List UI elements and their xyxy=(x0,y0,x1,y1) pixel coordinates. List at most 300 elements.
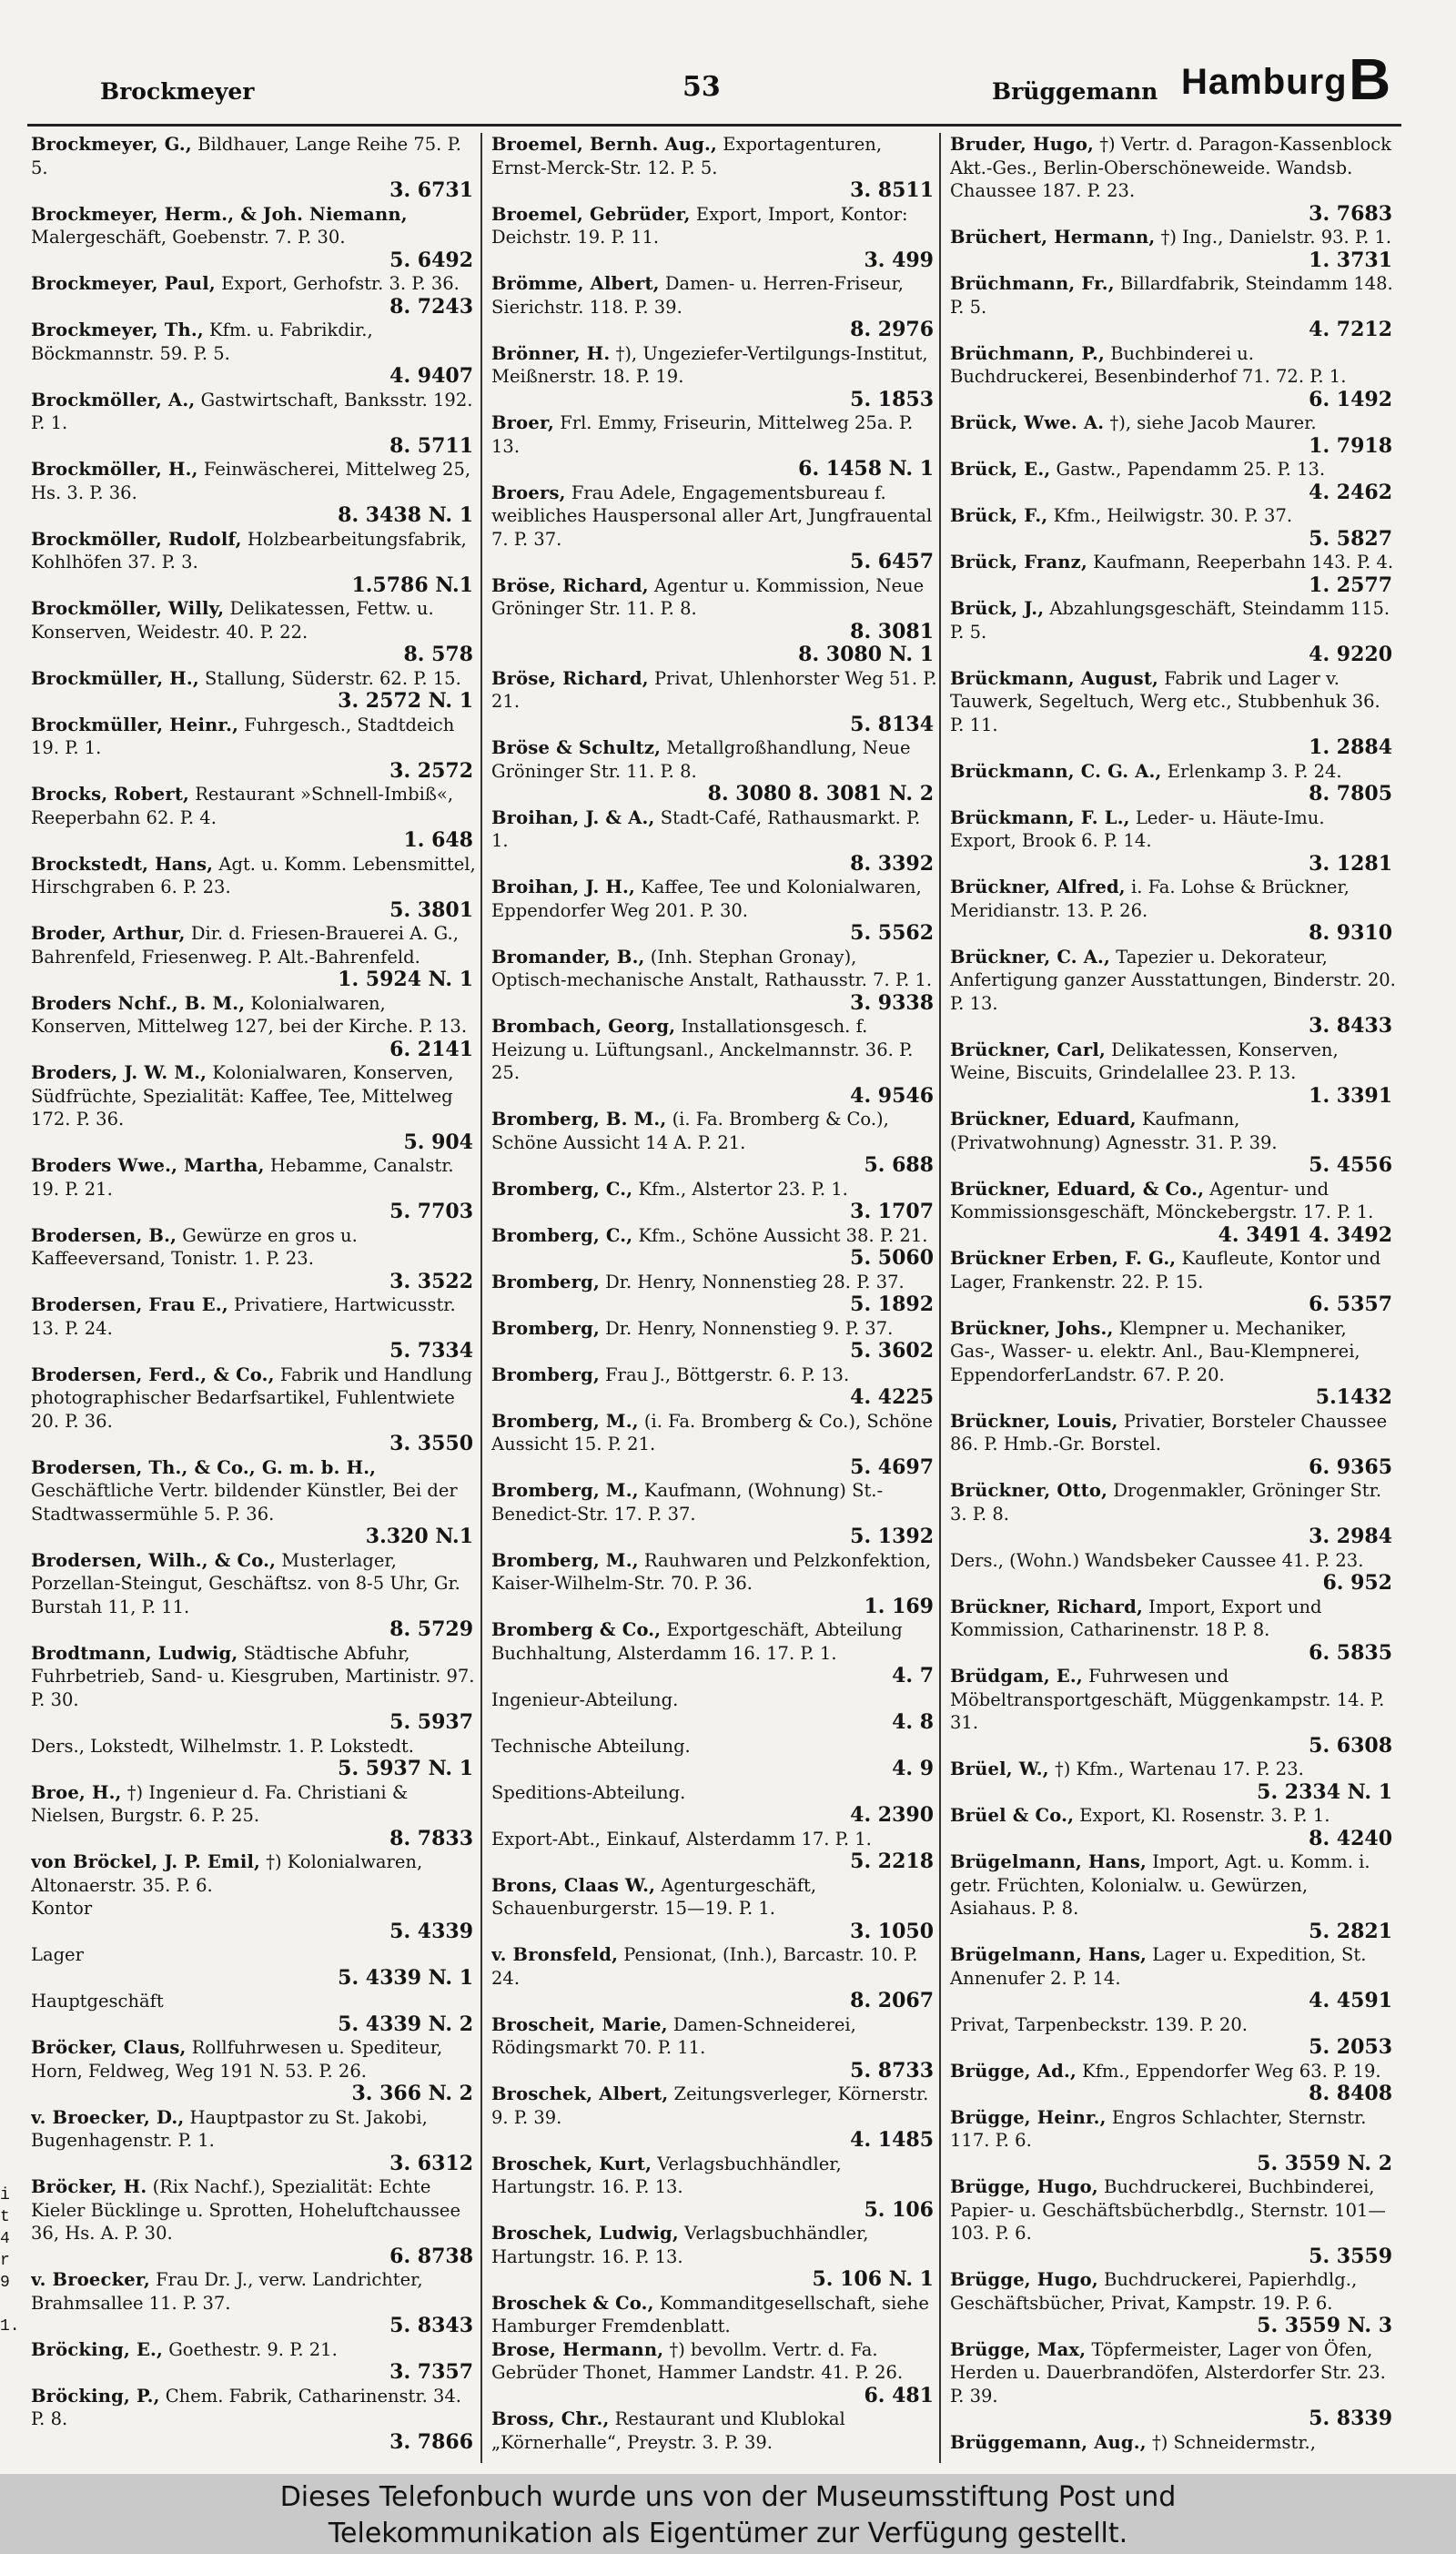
phone-number: 3. 366 N. 2 xyxy=(351,2082,473,2105)
entry-name: Brockstedt, Hans, xyxy=(31,853,214,875)
phone-number: 3. 7683 xyxy=(1309,201,1392,226)
entry-details: Fabrik und Lager v. Tauwerk, Segeltuch, Werg etc., Stubbenhuk 36. P. 11. xyxy=(950,667,1380,735)
entry-name: Brüdgam, E., xyxy=(950,1666,1083,1687)
entry-details: Privatier, Borsteler Chaussee 86. P. Hmb.-Gr. Borstel. xyxy=(950,1410,1388,1454)
entry-name: Bromberg, C., xyxy=(491,1178,633,1200)
directory-entry xyxy=(31,272,477,319)
entry-name: Broders Wwe., Martha, xyxy=(31,1155,265,1176)
phone-number: 3. 1707 xyxy=(850,1200,934,1223)
phone-number: 5. 8339 xyxy=(1309,2407,1392,2430)
phone-number: 5. 8134 xyxy=(850,712,934,736)
entry-details: Feinwäscherei, Mittelweg 25, Hs. 3. P. 36. xyxy=(31,459,471,503)
entry-name: Brückner, Eduard, & Co., xyxy=(950,1178,1205,1200)
phone-number: 5. 4339 N. 1 xyxy=(338,1965,473,1990)
entry-details: Kfm., Heilwigstr. 30. P. 37. xyxy=(1053,505,1293,526)
phone-number xyxy=(850,2453,934,2454)
entry-details: Frau Dr. J., verw. Landrichter, Brahmsallee 11. P. 37. xyxy=(31,2269,423,2314)
entry-details: Delikatessen, Konserven, Weine, Biscuits, Grindelallee 23. P. 13. xyxy=(950,1039,1339,1083)
directory-entry xyxy=(491,667,937,737)
phone-number: 1. 648 xyxy=(403,828,473,852)
edge-mark xyxy=(0,2294,13,2316)
phone-number: 8. 4240 xyxy=(1309,1826,1392,1850)
entry-details: Drogenmakler, Gröninger Str. 3. P. 8. xyxy=(950,1480,1382,1525)
entry-name: Brückner, Carl, xyxy=(950,1039,1106,1060)
entry-name: v. Broecker, xyxy=(31,2269,150,2290)
phone-number: 4. 2462 xyxy=(1309,480,1392,504)
entry-name: Bromberg, xyxy=(491,1317,600,1339)
phone-number: 4. 1485 xyxy=(850,2128,934,2152)
phone-number: 6. 481 xyxy=(864,2383,934,2407)
entry-details: †) Ingenieur d. Fa. Christiani & Nielsen, Burgstr. 6. P. 25. xyxy=(31,1781,409,1826)
phone-number: 8. 5711 xyxy=(389,433,473,458)
entry-name: Broders Nchf., B. M., xyxy=(31,992,246,1014)
entry-details: Export, Import, Kontor: Deichstr. 19. P. 11. xyxy=(491,203,908,248)
phone-number: 5. 3559 N. 3 xyxy=(1257,2314,1392,2337)
phone-number: 5. 5937 xyxy=(389,1710,473,1734)
directory-entry xyxy=(31,319,477,389)
entry-name: Bromander, B., xyxy=(491,946,645,968)
page-number: 53 xyxy=(682,71,721,103)
phone-number: 3. 6312 xyxy=(389,2151,473,2175)
footer-line-1: Dieses Telefonbuch wurde uns von der Museumsstiftung Post und xyxy=(279,2481,1177,2513)
entry-name: Brück, E., xyxy=(950,459,1051,480)
entry-details: Stallung, Süderstr. 62. P. 15. xyxy=(205,667,461,689)
entry-name: Brückner, Otto, xyxy=(950,1480,1108,1501)
phone-number: 1. 7918 xyxy=(1309,433,1392,458)
entry-name: Broschek, Kurt, xyxy=(491,2153,652,2174)
directory-entry xyxy=(950,946,1396,1039)
entry-name: Bröse & Schultz, xyxy=(491,737,662,758)
entry-details: Installationsgesch. f. Heizung u. Lüftungsanl., Anckelmannstr. 36. P. 25. xyxy=(491,1016,914,1083)
phone-number: 3. 8511 xyxy=(850,178,934,202)
entry-name: Broemel, Bernh. Aug., xyxy=(491,134,718,155)
entry-details: Frau Adele, Engagementsbureau f. weibliches Hauspersonal aller Art, Jungfrauental 7. P. 37. xyxy=(491,481,933,550)
entry-details: Buchdruckerei, Papierhdlg., Geschäftsbücher, Privat, Kampstr. 19. P. 6. xyxy=(950,2269,1358,2314)
directory-entry xyxy=(950,2268,1396,2338)
column-3 xyxy=(950,133,1396,2454)
entry-name: Brügelmann, Hans, xyxy=(950,1944,1147,1965)
directory-entry xyxy=(950,1108,1396,1178)
directory-entry xyxy=(31,1850,477,1897)
entry-name: Broschek & Co., xyxy=(491,2292,654,2314)
phone-number: 6. 8738 xyxy=(389,2244,473,2268)
directory-entry xyxy=(31,1943,477,1990)
entry-details: Damen- u. Herren-Friseur, Sierichstr. 118. P. 39. xyxy=(491,273,904,318)
directory-entry xyxy=(950,2175,1396,2268)
directory-entry xyxy=(491,2083,937,2153)
phone-number: 6. 952 xyxy=(1322,1571,1392,1595)
phone-number: 6. 5835 xyxy=(1309,1640,1392,1665)
phone-number: 5. 1853 xyxy=(850,387,934,411)
edge-mark: 4 xyxy=(0,2230,10,2248)
phone-number: 5. 7703 xyxy=(389,1200,473,1223)
directory-entry xyxy=(950,760,1396,806)
directory-entry xyxy=(31,1224,477,1294)
entry-details: Klempner u. Mechaniker, Gas-, Wasser- u. elektr. Anl., Bau-Klempnerei, EppendorferLandstr. 67. P. 20. xyxy=(950,1317,1360,1385)
phone-number: 5. 5060 xyxy=(850,1246,934,1270)
entry-details: Technische Abteilung. xyxy=(491,1735,691,1757)
phone-number: 8. 8408 xyxy=(1309,2082,1392,2105)
entry-name: Brockmöller, Willy, xyxy=(31,598,225,619)
entry-name: Bröcking, E., xyxy=(31,2338,163,2360)
phone-number: 1. 3391 xyxy=(1309,1083,1392,1108)
entry-details: Leder- u. Häute-Imu. Export, Brook 6. P. 14. xyxy=(950,806,1325,851)
entry-name: Brüel & Co., xyxy=(950,1805,1075,1826)
entry-details: (Inh. Stephan Gronay), Optisch-mechanische Anstalt, Rathausstr. 7. P. 1. xyxy=(491,946,933,990)
entry-details: Töpfermeister, Lager von Öfen, Herden u. Dauerbrandöfen, Alsterdorfer Str. 23. P. 39. xyxy=(950,2338,1386,2407)
directory-entry xyxy=(31,714,477,784)
phone-number: 6. 9365 xyxy=(1309,1454,1392,1479)
entry-details: Ders., (Wohn.) Wandsbeker Caussee 41. P. 23. xyxy=(950,1549,1364,1571)
directory-entry xyxy=(31,853,477,923)
entry-name: Brügelmann, Hans, xyxy=(950,1851,1147,1872)
phone-number: 4. 9220 xyxy=(1309,643,1392,666)
entry-name: von Bröckel, J. P. Emil, xyxy=(31,1851,261,1872)
entry-details: Hauptpastor zu St. Jakobi, Bugenhagenstr. P. 1. xyxy=(31,2106,428,2151)
entry-details: Lager xyxy=(31,1944,84,1965)
entry-details: Musterlager, Porzellan-Steingut, Geschäftsz. von 8-5 Uhr, Gr. Burstah 11, P. 11. xyxy=(31,1549,460,1617)
entry-name: Bröcker, Claus, xyxy=(31,2037,187,2058)
phone-number: 5. 106 xyxy=(864,2197,934,2222)
entry-details: Verlagsbuchhändler, Hartungstr. 16. P. 13. xyxy=(491,2223,869,2267)
directory-entry xyxy=(491,946,937,1016)
directory-entry xyxy=(491,2222,937,2292)
entry-name: Broscheit, Marie, xyxy=(491,2013,668,2035)
phone-number: 8. 2067 xyxy=(850,1989,934,2012)
directory-entry xyxy=(950,2060,1396,2106)
directory-entry xyxy=(491,1874,937,1944)
entry-name: Brückner, Louis, xyxy=(950,1410,1118,1432)
phone-number: 5. 4556 xyxy=(1309,1153,1392,1177)
entry-name: Broemel, Gebrüder, xyxy=(491,203,691,225)
edge-mark: i xyxy=(0,2186,10,2204)
entry-details: Agenturgeschäft, Schauenburgerstr. 15—19. P. 1. xyxy=(491,1874,817,1919)
entry-details: Rauhwaren und Pelzkonfektion, Kaiser-Wilhelm-Str. 70. P. 36. xyxy=(491,1549,932,1594)
directory-entry xyxy=(491,574,937,667)
phone-number: 5. 3801 xyxy=(389,897,473,922)
entry-details: Hauptgeschäft xyxy=(31,1991,164,2012)
directory-entry xyxy=(950,1247,1396,1317)
phone-number: 5. 6457 xyxy=(850,550,934,573)
entry-name: Broihan, J. & A., xyxy=(491,806,655,828)
footer-line-2: Telekommunikation als Eigentümer zur Verfügung gestellt. xyxy=(328,2518,1128,2549)
directory-entry xyxy=(491,1943,937,2013)
entry-details: Dir. d. Friesen-Brauerei A. G., Bahrenfeld, Friesenweg. P. Alt.-Bahrenfeld. xyxy=(31,923,459,968)
directory-entry xyxy=(31,2106,477,2176)
directory-entry xyxy=(950,2106,1396,2176)
phone-number: 5. 4697 xyxy=(850,1454,934,1479)
phone-number: 6. 2141 xyxy=(389,1037,473,1061)
entry-details: Engros Schlachter, Sternstr. 117. P. 6. xyxy=(950,2106,1367,2151)
entry-name: Brockmeyer, Paul, xyxy=(31,273,216,294)
directory-entry xyxy=(491,2013,937,2083)
entry-name: Bromberg, M., xyxy=(491,1480,639,1501)
entry-details: Privatiere, Hartwicusstr. 13. P. 24. xyxy=(31,1294,456,1339)
entry-name: Bromberg, M., xyxy=(491,1410,639,1432)
phone-number: 4. 9 xyxy=(892,1757,934,1780)
directory-entry xyxy=(491,1015,937,1108)
phone-number: 5. 106 N. 1 xyxy=(812,2267,934,2291)
directory-entry xyxy=(491,1828,937,1874)
directory-entry xyxy=(491,1178,937,1224)
directory-entry xyxy=(31,992,477,1062)
directory-entry xyxy=(950,342,1396,412)
entry-name: Brüel, W., xyxy=(950,1758,1049,1779)
entry-name: Brockmeyer, Th., xyxy=(31,319,204,340)
directory-entry xyxy=(950,1850,1396,1943)
phone-number: 3.320 N.1 xyxy=(365,1525,473,1548)
phone-number: 3. 2572 xyxy=(389,758,473,783)
entry-details: †) Schneidermstr., xyxy=(1151,2431,1316,2453)
phone-number: 4. 9407 xyxy=(389,364,473,388)
directory-entry xyxy=(950,504,1396,551)
entry-details: (i. Fa. Bromberg & Co.), Schöne Aussicht 14 A. P. 21. xyxy=(491,1109,889,1153)
directory-entry xyxy=(491,1108,937,1178)
phone-number: 5. 6308 xyxy=(1309,1733,1392,1758)
directory-entry xyxy=(491,1224,937,1271)
entry-details: Delikatessen, Fettw. u. Konserven, Weidestr. 40. P. 22. xyxy=(31,598,434,643)
entry-details: Frau J., Böttgerstr. 6. P. 13. xyxy=(605,1363,850,1385)
directory-entry xyxy=(31,1549,477,1642)
directory-entry xyxy=(31,2385,477,2455)
entry-name: Brömme, Albert, xyxy=(491,273,660,294)
footer-notice xyxy=(0,2474,1456,2554)
entry-name: Brückner, C. A., xyxy=(950,946,1110,968)
directory-entry xyxy=(950,272,1396,342)
entry-name: Brügge, Ad., xyxy=(950,2060,1077,2082)
phone-number: 8. 3392 xyxy=(850,851,934,876)
phone-number: 8. 3438 N. 1 xyxy=(338,503,473,527)
directory-entry xyxy=(491,2407,937,2454)
directory-entry xyxy=(31,528,477,598)
directory-entry xyxy=(950,1758,1396,1804)
entry-name: Brüchmann, P., xyxy=(950,342,1105,364)
directory-entry xyxy=(491,1271,937,1317)
directory-entry xyxy=(950,1039,1396,1109)
entry-details: Fuhrwesen und Möbeltransportgeschäft, Müggenkampstr. 14. P. 31. xyxy=(950,1666,1385,1733)
phone-number: 3. 3550 xyxy=(389,1432,473,1455)
entry-name: Brockmüller, Heinr., xyxy=(31,714,239,735)
phone-number: 5. 8343 xyxy=(389,2314,473,2337)
phone-number: 5.1432 xyxy=(1315,1385,1392,1409)
entry-details: †) Ing., Danielstr. 93. P. 1. xyxy=(1160,227,1392,248)
directory-entry xyxy=(950,597,1396,667)
directory-entry xyxy=(950,1317,1396,1410)
entry-name: Brockmeyer, Herm., & Joh. Niemann, xyxy=(31,203,408,225)
entry-details: Kaufmann, (Wohnung) St.-Benedict-Str. 17. P. 37. xyxy=(491,1480,884,1525)
phone-number: 5. 2218 xyxy=(850,1850,934,1873)
phone-number: 5. 688 xyxy=(864,1153,934,1177)
directory-entry xyxy=(950,1665,1396,1758)
entry-name: Brück, F., xyxy=(950,505,1048,526)
directory-entry xyxy=(31,1061,477,1154)
entry-details: Erlenkamp 3. P. 24. xyxy=(1167,760,1342,782)
entry-details: †), Ungeziefer-Vertilgungs-Institut, Meißnerstr. 18. P. 19. xyxy=(491,342,928,387)
directory-entry xyxy=(491,736,937,806)
directory-entry xyxy=(950,667,1396,760)
phone-number: 3. 7866 xyxy=(389,2429,473,2454)
entry-name: v. Broecker, D., xyxy=(31,2106,185,2128)
phone-number: 5. 2053 xyxy=(1309,2035,1392,2059)
directory-entry xyxy=(950,1410,1396,1480)
entry-name: Brügge, Hugo, xyxy=(950,2176,1098,2197)
entry-details: Tapezier u. Dekorateur, Anfertigung ganzer Ausstattungen, Binderstr. 20. P. 13. xyxy=(950,946,1396,1014)
entry-name: Bruder, Hugo, xyxy=(950,134,1095,155)
entry-name: Brückner, Richard, xyxy=(950,1596,1143,1617)
entry-name: Bröcker, H. xyxy=(31,2176,147,2197)
entry-details: Export, Kl. Rosenstr. 3. P. 1. xyxy=(1079,1805,1330,1826)
directory-entry xyxy=(950,1804,1396,1850)
entry-name: Broer, xyxy=(491,412,555,433)
entry-details: Ders., Lokstedt, Wilhelmstr. 1. P. Lokstedt. xyxy=(31,1735,414,1757)
entry-name: Brodersen, Ferd., & Co., xyxy=(31,1363,275,1385)
entry-details: Export, Gerhofstr. 3. P. 36. xyxy=(221,273,460,294)
entry-details: Chem. Fabrik, Catharinenstr. 34. P. 8. xyxy=(31,2385,461,2429)
entry-details: Agentur- und Kommissionsgeschäft, Mönckebergstr. 17. P. 1. xyxy=(950,1178,1374,1222)
edge-mark: 1. xyxy=(0,2317,20,2336)
entry-name: Brückmann, August, xyxy=(950,667,1159,689)
entry-details: Frl. Emmy, Friseurin, Mittelweg 25a. P. 13. xyxy=(491,412,914,457)
directory-entry xyxy=(950,2431,1396,2455)
directory-entry xyxy=(491,1479,937,1549)
entry-name: v. Bronsfeld, xyxy=(491,1944,619,1965)
phone-number: 5. 4339 xyxy=(389,1919,473,1943)
entry-details: Verlagsbuchhändler, Hartungstr. 16. P. 13. xyxy=(491,2153,842,2197)
directory-entry xyxy=(491,133,937,203)
header-city: Hamburg xyxy=(1181,62,1348,102)
directory-entry xyxy=(950,2013,1396,2060)
phone-number: 1. 2577 xyxy=(1309,573,1392,597)
directory-entry xyxy=(31,667,477,714)
directory-entry xyxy=(31,2268,477,2338)
column-divider xyxy=(939,133,941,2463)
entry-name: Brockmüller, H., xyxy=(31,667,199,689)
entry-name: Bröse, Richard, xyxy=(491,667,649,689)
phone-number: 5. 2334 N. 1 xyxy=(1257,1779,1392,1804)
entry-details: Fuhrgesch., Stadtdeich 19. P. 1. xyxy=(31,714,455,758)
entry-details: Dr. Henry, Nonnenstieg 9. P. 37. xyxy=(605,1317,894,1339)
entry-name: Brombach, Georg, xyxy=(491,1016,676,1037)
phone-number: 4. 2390 xyxy=(850,1803,934,1827)
phone-number: 1. 5924 N. 1 xyxy=(338,968,473,991)
entry-name: Brügge, Heinr., xyxy=(950,2106,1107,2128)
phone-number: 4. 7 xyxy=(892,1664,934,1687)
entry-name: Bromberg, xyxy=(491,1271,600,1292)
directory-entry xyxy=(491,2153,937,2223)
entry-details: (i. Fa. Bromberg & Co.), Schöne Aussicht 15. P. 21. xyxy=(491,1410,934,1454)
directory-entry xyxy=(491,876,937,946)
directory-entry xyxy=(31,922,477,992)
directory-entry xyxy=(491,1618,937,1688)
entry-name: Bromberg, M., xyxy=(491,1549,639,1571)
entry-details: Agentur u. Kommission, Neue Gröninger Str. 11. P. 8. xyxy=(491,574,925,619)
entry-details: Kfm. u. Fabrikdir., Böckmannstr. 59. P. 5. xyxy=(31,319,373,364)
directory-entry xyxy=(31,1781,477,1851)
directory-entry xyxy=(31,203,477,273)
entry-details: Geschäftliche Vertr. bildender Künstler, Bei der Stadtwassermühle 5. P. 36. xyxy=(31,1480,458,1525)
phone-number: 8. 2976 xyxy=(850,318,934,341)
entry-name: Brügge, Hugo, xyxy=(950,2269,1098,2290)
phone-number: 4. 4225 xyxy=(850,1385,934,1409)
phone-number: 5. 2821 xyxy=(1309,1919,1392,1943)
phone-number: 8. 3080 N. 1 xyxy=(798,643,934,666)
directory-entry xyxy=(491,1688,937,1735)
entry-name: Brockmöller, Rudolf, xyxy=(31,528,242,550)
phone-number: 5. 1392 xyxy=(850,1525,934,1548)
entry-name: Broder, Arthur, xyxy=(31,923,186,944)
entry-details: †) bevollm. Vertr. d. Fa. Gebrüder Thonet, Hammer Landstr. 41. P. 26. xyxy=(491,2338,904,2383)
phone-number: 5. 4339 N. 2 xyxy=(338,2012,473,2036)
entry-details: Kolonialwaren, Konserven, Südfrüchte, Spezialität: Kaffee, Tee, Mittelweg 172. P. 36. xyxy=(31,1062,454,1130)
directory-entry xyxy=(950,226,1396,272)
phone-number: 5. 904 xyxy=(403,1130,473,1154)
entry-name: Brockmöller, A., xyxy=(31,389,196,410)
entry-details: Damen-Schneiderei, Rödingsmarkt 70. P. 11. xyxy=(491,2013,856,2058)
directory-entry xyxy=(950,458,1396,504)
phone-number: 5. 5937 N. 1 xyxy=(338,1757,473,1780)
entry-name: Brose, Hermann, xyxy=(491,2338,664,2360)
entry-name: Brück, J., xyxy=(950,598,1045,619)
entry-details: Agt. u. Komm. Lebensmittel, Hirschgraben 6. P. 23. xyxy=(31,853,476,897)
entry-name: Broders, J. W. M., xyxy=(31,1062,207,1083)
entry-name: Brüchert, Hermann, xyxy=(950,227,1156,248)
entry-name: Brons, Claas W., xyxy=(491,1874,656,1896)
directory-entry xyxy=(31,1456,477,1549)
directory-entry xyxy=(491,2338,937,2408)
directory-entry xyxy=(31,1897,477,1943)
directory-entry xyxy=(31,133,477,203)
page-header xyxy=(36,46,1420,127)
phone-number: 5. 8733 xyxy=(850,2058,934,2083)
entry-details: Pensionat, (Inh.), Barcastr. 10. P. 24. xyxy=(491,1944,918,1989)
entry-name: Brocks, Robert, xyxy=(31,784,190,805)
entry-details: Restaurant und Klublokal „Körnerhalle“, Preystr. 3. P. 39. xyxy=(491,2408,845,2453)
entry-name: Brodersen, Wilh., & Co., xyxy=(31,1549,277,1571)
directory-entry xyxy=(491,1549,937,1619)
entry-name: Brodersen, Frau E., xyxy=(31,1294,228,1315)
entry-details: Holzbearbeitungsfabrik, Kohlhöfen 37. P. 3. xyxy=(31,528,467,573)
entry-name: Brückner Erben, F. G., xyxy=(950,1248,1177,1269)
entry-details: Buchbinderei u. Buchdruckerei, Besenbinderhof 71. 72. P. 1. xyxy=(950,342,1347,387)
entry-details: Metallgroßhandlung, Neue Gröninger Str. 11. P. 8. xyxy=(491,737,911,782)
entry-details: Fabrik und Handlung photographischer Bedarfsartikel, Fuhlentwiete 20. P. 36. xyxy=(31,1363,473,1432)
directory-entry xyxy=(491,1363,937,1410)
phone-number: 4. 3491 4. 3492 xyxy=(1218,1222,1392,1247)
phone-number: 8. 7833 xyxy=(389,1826,473,1850)
directory-entry xyxy=(31,1642,477,1735)
entry-details: Exportagenturen, Ernst-Merck-Str. 12. P. 5. xyxy=(491,134,883,178)
entry-name: Brückmann, C. G. A., xyxy=(950,760,1162,782)
entry-name: Brüchmann, Fr., xyxy=(950,273,1115,294)
phone-number: 3. 2984 xyxy=(1309,1525,1392,1548)
directory-entry xyxy=(31,1293,477,1363)
directory-entry xyxy=(491,2292,937,2338)
entry-details: Kaufleute, Kontor und Lager, Frankenstr. 22. P. 15. xyxy=(950,1248,1381,1292)
entry-details: Gastw., Papendamm 25. P. 13. xyxy=(1056,459,1326,480)
entry-details: Kfm., Schöne Aussicht 38. P. 21. xyxy=(638,1224,928,1246)
directory-entry xyxy=(491,342,937,412)
directory-entry xyxy=(950,806,1396,877)
phone-number: 8. 5729 xyxy=(389,1617,473,1641)
entry-details: Hebamme, Canalstr. 19. P. 21. xyxy=(31,1155,454,1200)
directory-entry xyxy=(491,272,937,342)
entry-details: Import, Export und Kommission, Catharinenstr. 18 P. 8. xyxy=(950,1596,1322,1640)
directory-entry xyxy=(491,411,937,481)
phone-number: 3. 6731 xyxy=(389,178,473,202)
phone-number: 3. 7357 xyxy=(389,2360,473,2384)
directory-entry xyxy=(491,1735,937,1781)
header-rule xyxy=(27,124,1401,127)
